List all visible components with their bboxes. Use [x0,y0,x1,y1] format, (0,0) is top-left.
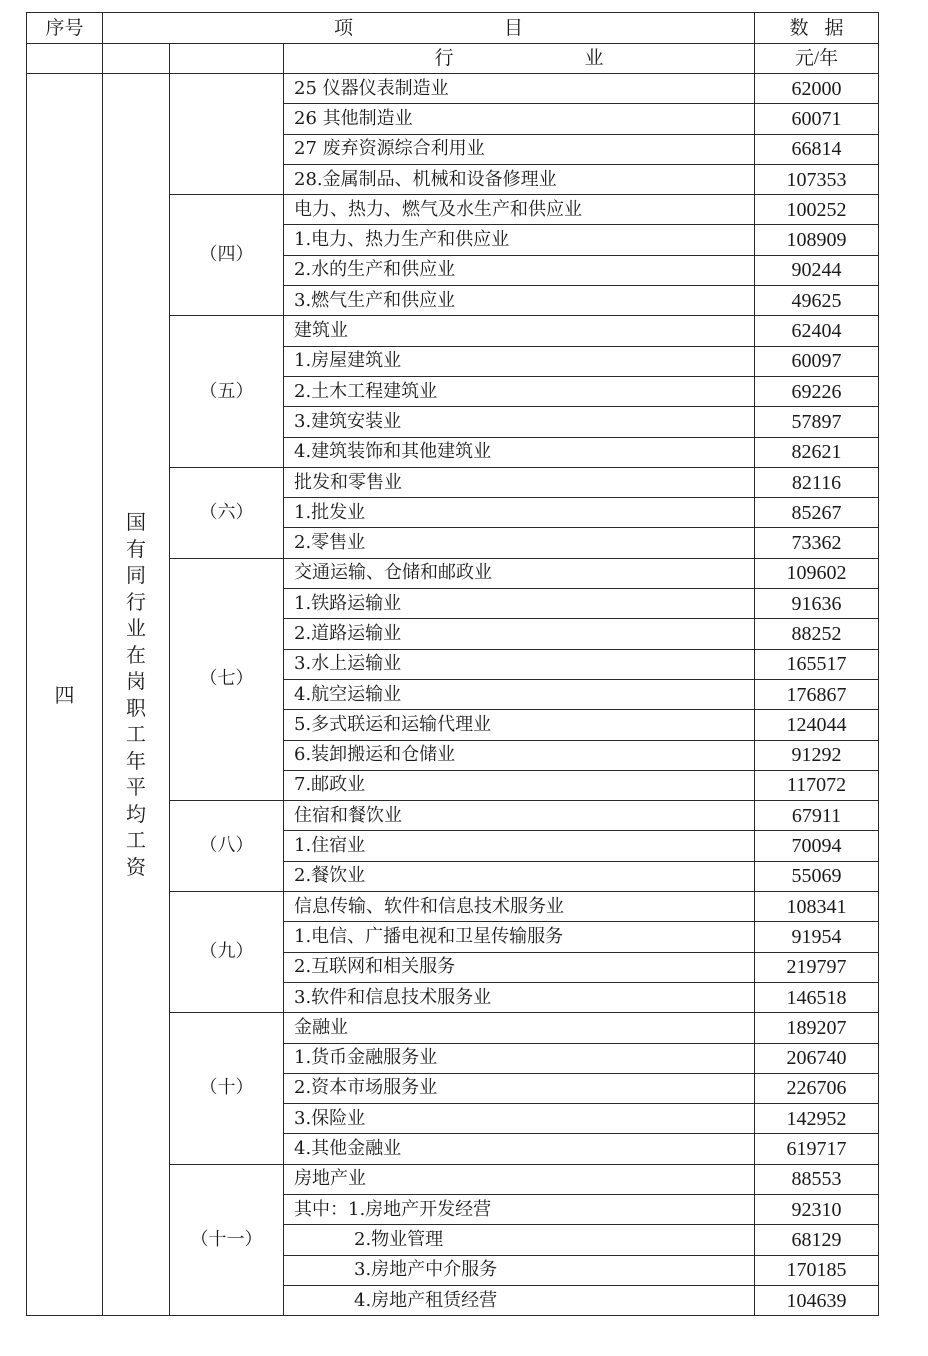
wage-value: 60071 [755,104,879,134]
section-seq: 四 [27,74,103,1316]
wage-value: 117072 [755,770,879,800]
group-code: （七） [170,558,284,800]
wage-value: 57897 [755,407,879,437]
section-title-char: 有 [126,536,146,561]
wage-value: 55069 [755,861,879,891]
wage-value: 82621 [755,437,879,467]
wage-value: 165517 [755,649,879,679]
wage-value: 73362 [755,528,879,558]
section-title-char: 均 [126,801,146,826]
wage-value: 68129 [755,1225,879,1255]
wage-value: 108909 [755,225,879,255]
industry-label: 批发和零售业 [284,467,755,497]
wage-value: 70094 [755,831,879,861]
industry-label: 25 仪器仪表制造业 [284,74,755,104]
industry-label: 1.房屋建筑业 [284,346,755,376]
wage-value: 206740 [755,1043,879,1073]
wage-value: 90244 [755,255,879,285]
industry-label: 电力、热力、燃气及水生产和供应业 [284,195,755,225]
industry-label: 2.水的生产和供应业 [284,255,755,285]
industry-label: 其中：1.房地产开发经营 [284,1194,755,1224]
section-title-char: 平 [126,775,146,800]
industry-label: 2.餐饮业 [284,861,755,891]
industry-label: 信息传输、软件和信息技术服务业 [284,892,755,922]
section-title-char: 国 [126,510,146,535]
wage-value: 104639 [755,1285,879,1315]
industry-label: 建筑业 [284,316,755,346]
group-code: （十一） [170,1164,284,1315]
industry-label: 2.零售业 [284,528,755,558]
section-title-char: 年 [126,748,146,773]
wage-value: 62000 [755,74,879,104]
industry-label: 1.住宿业 [284,831,755,861]
industry-label: 住宿和餐饮业 [284,801,755,831]
section-title-char: 行 [126,589,146,614]
wage-value: 108341 [755,892,879,922]
section-title [103,74,170,1316]
group-code: （四） [170,195,284,316]
wage-value: 60097 [755,346,879,376]
section-title-char: 职 [126,695,146,720]
section-title-char: 资 [126,854,146,879]
item-header-text: 项 目 [334,16,590,39]
wage-value: 170185 [755,1255,879,1285]
industry-label: 3.燃气生产和供应业 [284,286,755,316]
industry-label: 2.土木工程建筑业 [284,376,755,406]
wage-value: 91954 [755,922,879,952]
wage-value: 226706 [755,1073,879,1103]
section-title-char: 工 [126,828,146,853]
group-code: （六） [170,467,284,558]
group-code: （九） [170,892,284,1013]
industry-label: 2.资本市场服务业 [284,1073,755,1103]
industry-label: 3.软件和信息技术服务业 [284,982,755,1012]
group-code [170,74,284,195]
wage-value: 109602 [755,558,879,588]
wage-value: 142952 [755,1104,879,1134]
seq-header: 序号 [27,13,103,44]
wage-value: 85267 [755,498,879,528]
wage-value: 69226 [755,376,879,406]
industry-label: 交通运输、仓储和邮政业 [284,558,755,588]
section-title-char: 同 [126,563,146,588]
industry-label: 4.航空运输业 [284,679,755,709]
wage-value: 219797 [755,952,879,982]
industry-label: 26 其他制造业 [284,104,755,134]
section-title-char: 岗 [126,669,146,694]
wage-table-sheet [26,12,878,1316]
industry-label: 1.铁路运输业 [284,589,755,619]
wage-value: 49625 [755,286,879,316]
industry-label: 1.货币金融服务业 [284,1043,755,1073]
industry-label: 金融业 [284,1013,755,1043]
industry-label: 3.保险业 [284,1104,755,1134]
wage-value: 189207 [755,1013,879,1043]
wage-value: 124044 [755,710,879,740]
wage-value: 146518 [755,982,879,1012]
industry-label: 房地产业 [284,1164,755,1194]
wage-value: 100252 [755,195,879,225]
wage-value: 619717 [755,1134,879,1164]
section-title-char: 工 [126,722,146,747]
wage-value: 107353 [755,164,879,194]
industry-label: 2.道路运输业 [284,619,755,649]
industry-header [284,44,755,74]
industry-label: 27 废弃资源综合利用业 [284,134,755,164]
wage-value: 91292 [755,740,879,770]
data-header-text: 数据 [789,16,860,39]
industry-label: 3.房地产中介服务 [284,1255,755,1285]
wage-value: 66814 [755,134,879,164]
header-row-1 [27,13,879,44]
wage-value: 67911 [755,801,879,831]
blank-cell [170,44,284,74]
industry-label: 2.互联网和相关服务 [284,952,755,982]
section-title-char: 业 [126,616,146,641]
unit-header: 元/年 [755,44,879,74]
industry-header-text: 行 业 [434,47,660,69]
blank-cell [27,44,103,74]
section-title-char: 在 [126,642,146,667]
header-row-2 [27,44,879,74]
wage-value: 91636 [755,589,879,619]
industry-label: 4.建筑装饰和其他建筑业 [284,437,755,467]
group-code: （五） [170,316,284,467]
item-header [103,13,755,44]
industry-label: 5.多式联运和运输代理业 [284,710,755,740]
wage-table [26,12,879,1316]
industry-label: 3.水上运输业 [284,649,755,679]
blank-cell [103,44,170,74]
wage-value: 88252 [755,619,879,649]
industry-label: 1.电信、广播电视和卫星传输服务 [284,922,755,952]
data-header [755,13,879,44]
table-row [27,74,879,104]
wage-value: 82116 [755,467,879,497]
industry-label: 3.建筑安装业 [284,407,755,437]
wage-value: 92310 [755,1194,879,1224]
industry-label: 4.其他金融业 [284,1134,755,1164]
industry-label: 6.装卸搬运和仓储业 [284,740,755,770]
industry-label: 7.邮政业 [284,770,755,800]
wage-value: 88553 [755,1164,879,1194]
industry-label: 2.物业管理 [284,1225,755,1255]
group-code: （八） [170,801,284,892]
industry-label: 4.房地产租赁经营 [284,1285,755,1315]
industry-label: 1.批发业 [284,498,755,528]
wage-value: 62404 [755,316,879,346]
wage-value: 176867 [755,679,879,709]
industry-label: 28.金属制品、机械和设备修理业 [284,164,755,194]
group-code: （十） [170,1013,284,1164]
industry-label: 1.电力、热力生产和供应业 [284,225,755,255]
